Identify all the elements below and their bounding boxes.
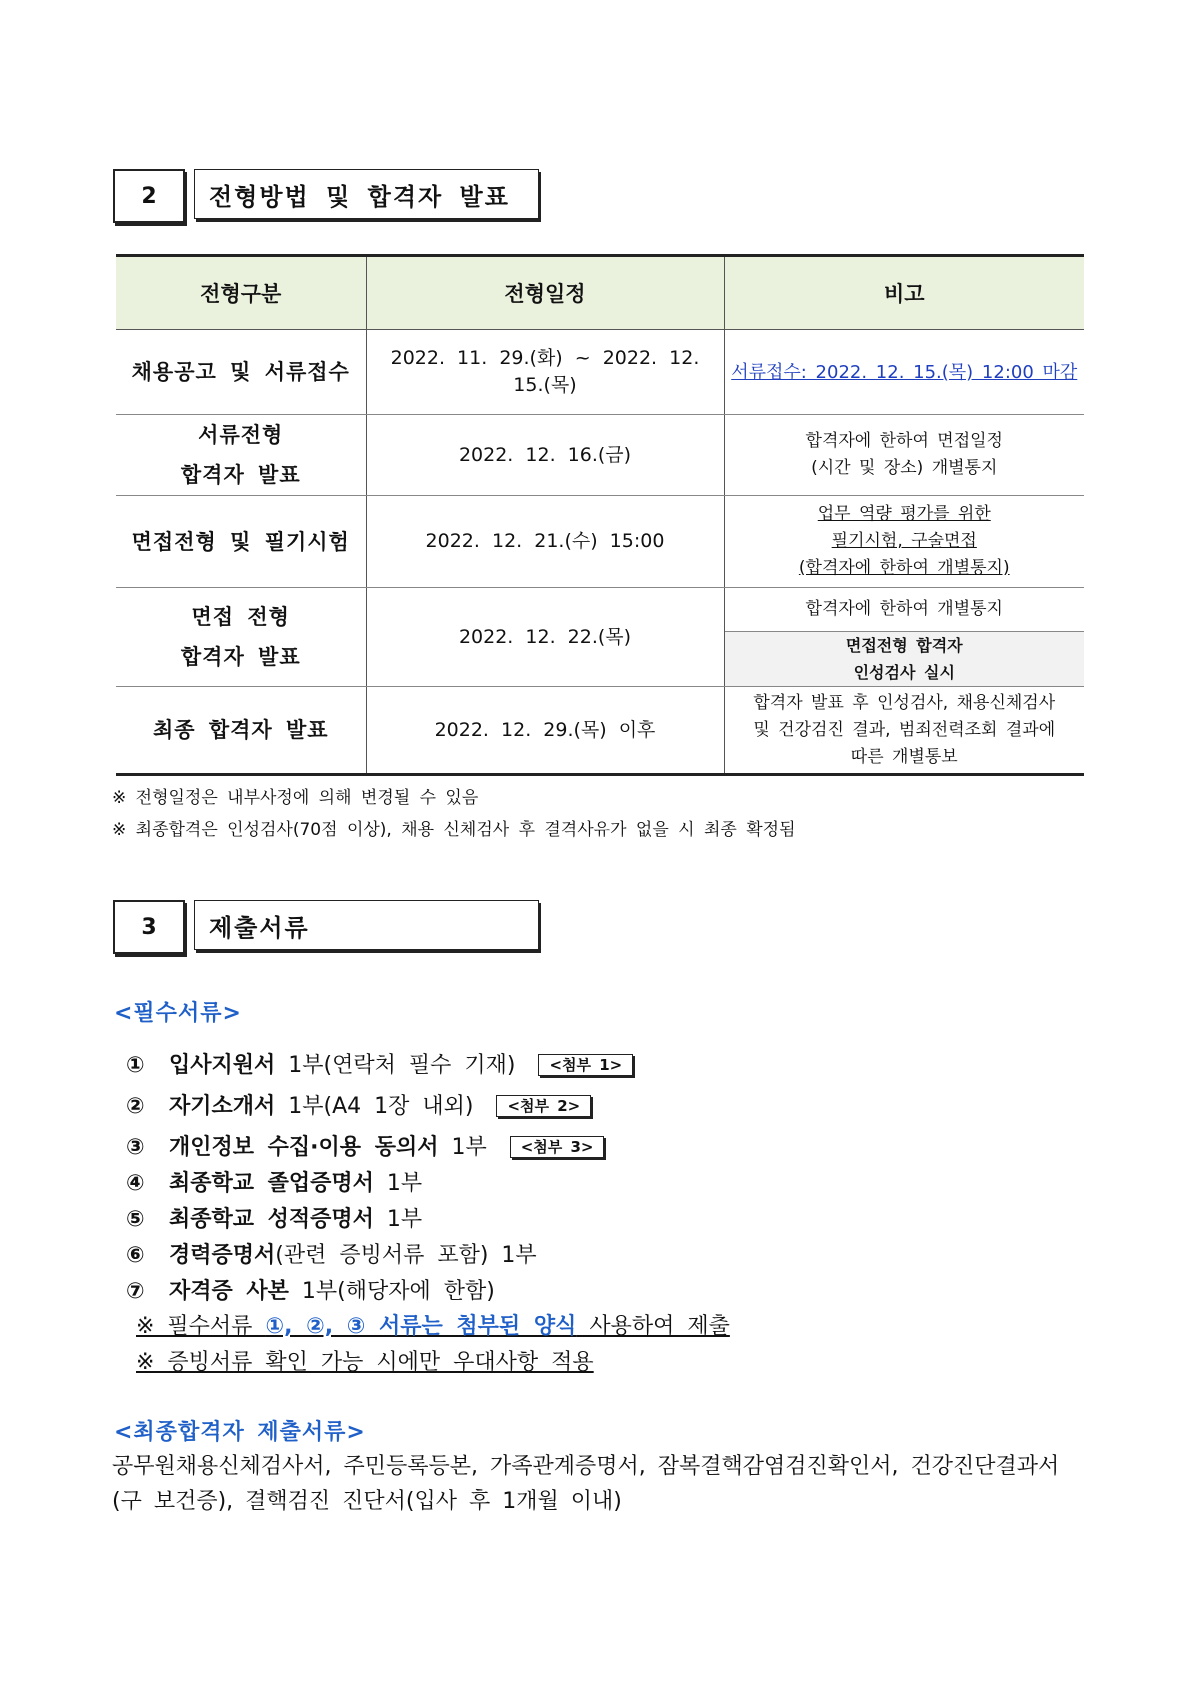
table-header-row	[116, 256, 1084, 330]
note-line: (합격자에 한하여 개별통지)	[798, 558, 1010, 578]
item-detail: (관련 증빙서류 포함) 1부	[275, 1243, 537, 1268]
section-2-title: 전형방법 및 합격자 발표	[194, 169, 539, 219]
item-detail: 1부	[438, 1135, 487, 1160]
item-number: ①	[126, 1053, 145, 1078]
item-title: 최종학교 성적증명서	[169, 1207, 374, 1232]
item-detail: 1부	[373, 1207, 423, 1232]
header-category: 전형구분	[116, 256, 366, 330]
schedule-table	[116, 254, 1084, 776]
submission-deadline-link[interactable]: 서류접수: 2022. 12. 15.(목) 12:00 마감	[731, 361, 1078, 383]
category-line: 합격자 발표	[180, 463, 301, 487]
table-row	[116, 588, 1084, 632]
row-note	[724, 415, 1084, 496]
item-number: ③	[126, 1135, 145, 1160]
row-date: 2022. 11. 29.(화) ~ 2022. 12. 15.(목)	[366, 330, 724, 415]
category-line: 면접 전형	[191, 605, 290, 629]
attachment-tag: <첨부 2>	[496, 1095, 591, 1117]
list-item	[126, 1089, 591, 1120]
item-number: ②	[126, 1094, 145, 1119]
row-note	[724, 496, 1084, 588]
required-forms-notice	[136, 1309, 730, 1340]
item-number: ④	[126, 1171, 145, 1196]
list-item	[126, 1202, 422, 1233]
evidence-notice: ※ 증빙서류 확인 가능 시에만 우대사항 적용	[136, 1350, 594, 1375]
required-documents-heading: <필수서류>	[114, 1001, 242, 1026]
note-line: 업무 역량 평가를 위한	[817, 504, 991, 524]
notice-prefix: ※ 필수서류	[136, 1314, 266, 1339]
section-3-title: 제출서류	[194, 900, 539, 950]
final-documents-heading: <최종합격자 제출서류>	[114, 1420, 366, 1445]
row-note	[724, 330, 1084, 415]
note-line: 따른 개별통보	[850, 746, 958, 767]
note-line: 합격자 발표 후 인성검사, 채용신체검사	[753, 692, 1056, 713]
attachment-tag: <첨부 1>	[538, 1054, 633, 1076]
item-detail: 1부(연락처 필수 기재)	[275, 1053, 516, 1078]
row-note	[724, 687, 1084, 775]
item-detail: 1부(해당자에 한함)	[288, 1279, 495, 1304]
item-title: 자격증 사본	[169, 1279, 289, 1304]
category-line: 합격자 발표	[180, 645, 301, 669]
list-item	[126, 1166, 422, 1197]
final-documents-text: 공무원채용신체검사서, 주민등록등본, 가족관계증명서, 잠복결핵감염검진확인서, 건강진단결과서(구 보건증), 결핵검진 진단서(입사 후 1개월 이내)	[112, 1454, 1060, 1514]
table-row	[116, 415, 1084, 496]
list-item	[126, 1048, 633, 1079]
header-schedule: 전형일정	[366, 256, 724, 330]
item-title: 최종학교 졸업증명서	[169, 1171, 374, 1196]
row-note-shaded	[724, 632, 1084, 687]
table-row	[116, 687, 1084, 775]
item-detail: 1부(A4 1장 내외)	[275, 1094, 474, 1119]
note-line: (시간 및 장소) 개별통지	[811, 458, 998, 478]
row-category: 면접전형 및 필기시험	[116, 496, 366, 588]
row-date: 2022. 12. 16.(금)	[366, 415, 724, 496]
row-category	[116, 415, 366, 496]
list-item	[126, 1238, 537, 1269]
note-line: 합격자에 한하여 면접일정	[805, 431, 1003, 451]
section-3-number: 3	[113, 900, 185, 954]
row-category: 최종 합격자 발표	[116, 687, 366, 775]
row-date: 2022. 12. 21.(수) 15:00	[366, 496, 724, 588]
header-remarks: 비고	[724, 256, 1084, 330]
attachment-tag: <첨부 3>	[510, 1136, 605, 1158]
schedule-footnote: ※ 최종합격은 인성검사(70점 이상), 채용 신체검사 후 결격사유가 없을 시 최종 확정됨	[112, 820, 796, 840]
item-number: ⑤	[126, 1207, 145, 1232]
note-line: 및 건강검진 결과, 범죄전력조회 결과에	[753, 719, 1056, 740]
item-title: 입사지원서	[169, 1053, 276, 1078]
note-line: 인성검사 실시	[853, 663, 955, 682]
notice-suffix: 사용하여 제출	[576, 1314, 730, 1339]
row-date: 2022. 12. 22.(목)	[366, 588, 724, 687]
section-2-number: 2	[113, 169, 185, 223]
row-note: 합격자에 한하여 개별통지	[724, 588, 1084, 632]
row-category: 채용공고 및 서류접수	[116, 330, 366, 415]
notice-highlight: ①, ②, ③ 서류는 첨부된 양식	[265, 1314, 577, 1339]
item-number: ⑦	[126, 1279, 145, 1304]
table-row	[116, 496, 1084, 588]
note-line: 면접전형 합격자	[845, 636, 963, 655]
category-line: 서류전형	[198, 423, 284, 447]
list-item	[126, 1130, 604, 1161]
row-date: 2022. 12. 29.(목) 이후	[366, 687, 724, 775]
item-title: 자기소개서	[169, 1094, 276, 1119]
table-row	[116, 330, 1084, 415]
schedule-footnote: ※ 전형일정은 내부사정에 의해 변경될 수 있음	[112, 788, 479, 808]
item-title: 개인정보 수집·이용 동의서	[169, 1135, 439, 1160]
item-detail: 1부	[373, 1171, 423, 1196]
item-title: 경력증명서	[169, 1243, 276, 1268]
item-number: ⑥	[126, 1243, 145, 1268]
note-line: 필기시험, 구술면접	[831, 531, 977, 551]
list-item	[126, 1274, 495, 1305]
row-category	[116, 588, 366, 687]
